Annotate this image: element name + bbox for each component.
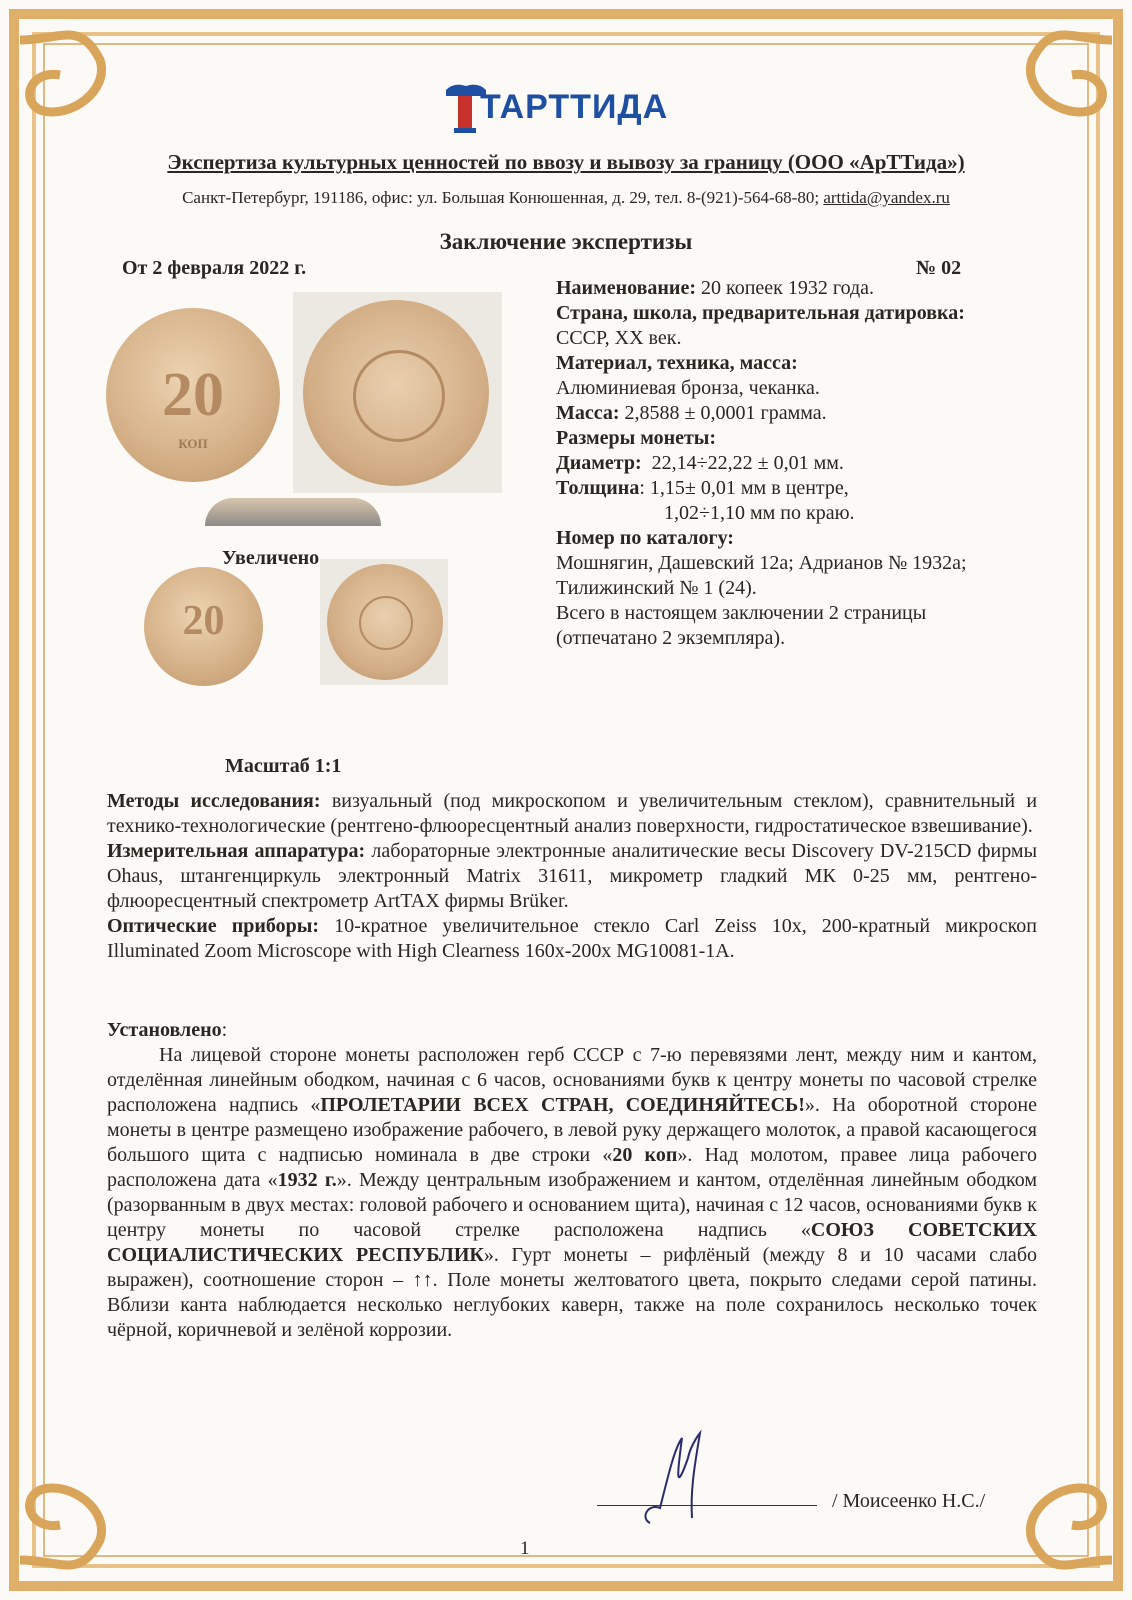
catalog-label: Номер по каталогу: (556, 527, 734, 549)
coin-edge-photo (205, 498, 381, 526)
findings-colon: : (221, 1019, 228, 1041)
sizes-label: Размеры монеты: (556, 427, 717, 449)
optics-text: 10-кратное увеличительное стекло Carl Zeiss 10x, 200-кратный микроскоп Illuminated Zoom Microscope with High Clearness 160x-200x MG10081-1A. (107, 915, 1037, 962)
coin-denomination-sub: КОП (178, 436, 208, 451)
mass-value: 2,8588 ± 0,0001 грамма. (624, 402, 827, 424)
country-value: СССР, XX век. (556, 327, 682, 349)
pages-count: Всего в настоящем заключении 2 страницы (556, 602, 927, 624)
signer-name: / Моисеенко Н.С./ (832, 1490, 986, 1512)
address-text: Санкт-Петербург, 191186, офис: ул. Большая Конюшенная, д. 29, тел. 8-(921)-564-68-80; (182, 188, 820, 207)
thickness-value: : 1,15± 0,01 мм в центре, (639, 477, 849, 499)
findings-bold-1: ПРОЛЕТАРИИ ВСЕХ СТРАН, СОЕДИНЯЙТЕСЬ! (320, 1094, 805, 1116)
findings-bold-2: 20 коп (612, 1144, 678, 1166)
copies-count: (отпечатано 2 экземпляра). (556, 627, 786, 649)
company-logo (440, 76, 690, 136)
findings-text (107, 1043, 1037, 1343)
material-label: Материал, техника, масса: (556, 352, 798, 374)
mass-label: Масса: (556, 402, 620, 424)
diameter-label: Диаметр: (556, 452, 642, 474)
coin-info (556, 276, 967, 651)
coin-denomination-small: 20 (182, 598, 225, 644)
catalog-value-2: Тилижинский № 1 (24). (556, 577, 757, 599)
findings-text-3: ». Над молотом, правее лица рабочего расположена дата « (107, 1144, 1037, 1191)
zoom-label: Увеличено (222, 547, 320, 569)
coat-of-arms-mark (353, 350, 445, 442)
logo-text: ТАРТТИДА (480, 88, 669, 126)
name-label: Наименование: (556, 277, 696, 299)
findings-section (107, 1018, 1037, 1343)
material-value: Алюминиевая бронза, чеканка. (556, 377, 820, 399)
page-number: 1 (520, 1538, 530, 1559)
findings-text-2: ». На оборотной стороне монеты в центре размещено изображение рабочего, в левой руку держащего молоток, а правой касающегося большого щита с надписью номинала в две строки « (107, 1094, 1037, 1166)
coat-of-arms-mark-small (359, 596, 413, 650)
research-text: визуальный (под микроскопом и увеличительным стеклом), сравнительный и технико-технологические (рентгено-флюоресцентный анализ поверхности, гидростатическое взвешивание). (107, 790, 1038, 837)
apparatus-text: лабораторные электронные аналитические весы Discovery DV-215CD фирмы Ohaus, штангенциркуль электронный Matrix 31611, микрометр гладкий МК 0-25 мм, рентгено-флюоресцентный спектрометр ArtTAX фирмы Brüker. (107, 840, 1038, 912)
coin-obverse-small (327, 564, 443, 680)
diameter-value: 22,14÷22,22 ± 0,01 мм. (651, 452, 844, 474)
findings-bold-3: 1932 г. (277, 1169, 337, 1191)
methods-section (107, 789, 1037, 964)
country-label: Страна, школа, предварительная датировка: (556, 302, 965, 324)
organization-title: Экспертиза культурных ценностей по ввозу и вывозу за границу (ООО «АрТТида») (167, 150, 965, 174)
email-link[interactable]: arttida@yandex.ru (823, 188, 950, 207)
name-value: 20 копеек 1932 года. (701, 277, 875, 299)
thickness-label: Толщина (556, 477, 640, 499)
findings-bold-4: СОЮЗ СОВЕТСКИХ СОЦИАЛИСТИЧЕСКИХ РЕСПУБЛИК (107, 1219, 1037, 1266)
scale-label: Масштаб 1:1 (225, 755, 342, 777)
findings-label: Установлено (107, 1019, 222, 1041)
findings-text-5: ». Гурт монеты – рифлёный (между 8 и 10 часами слабо выражен), соотношение сторон – ↑↑. Поле монеты желтоватого цвета, покрыто следами серой патины. Вблизи канта наблюдается несколько неглубоких каверн, также на поле сохранилось несколько точек чёрной, коричневой и зелёной коррозии. (107, 1244, 1037, 1341)
catalog-value-1: Мошнягин, Дашевский 12а; Адрианов № 1932а; (556, 552, 967, 574)
document-title: Заключение экспертизы (439, 229, 693, 254)
coin-obverse-photo (293, 292, 502, 493)
thickness-value-edge: 1,02÷1,10 мм по краю. (664, 502, 855, 524)
apparatus-label: Измерительная аппаратура: (107, 840, 366, 862)
coin-obverse-photo-small (320, 559, 448, 685)
address-line (0, 188, 1132, 208)
document-date: От 2 февраля 2022 г. (122, 257, 307, 279)
optics-label: Оптические приборы: (107, 915, 319, 937)
coin-reverse-large (106, 308, 280, 482)
coin-denomination: 20 (162, 361, 224, 429)
document-number: № 02 (916, 257, 962, 279)
coin-reverse-small (144, 567, 263, 686)
handwritten-signature (630, 1428, 720, 1538)
findings-text-1: На лицевой стороне монеты расположен герб СССР с 7-ю перевязями лент, между ним и кантом, отделённая линейным ободком, начиная с 6 часов, основаниями букв к центру монеты по часовой стрелке расположена надпись « (107, 1044, 1037, 1116)
findings-text-4: ». Между центральным изображением и кантом, отделённая линейным ободком (разорванным в двух местах: головой рабочего и основанием щита), начиная с 12 часов, основаниями букв к центру монеты по часовой стрелке расположена надпись « (107, 1169, 1038, 1241)
coin-obverse-large (303, 300, 489, 486)
research-label: Методы исследования: (107, 790, 321, 812)
